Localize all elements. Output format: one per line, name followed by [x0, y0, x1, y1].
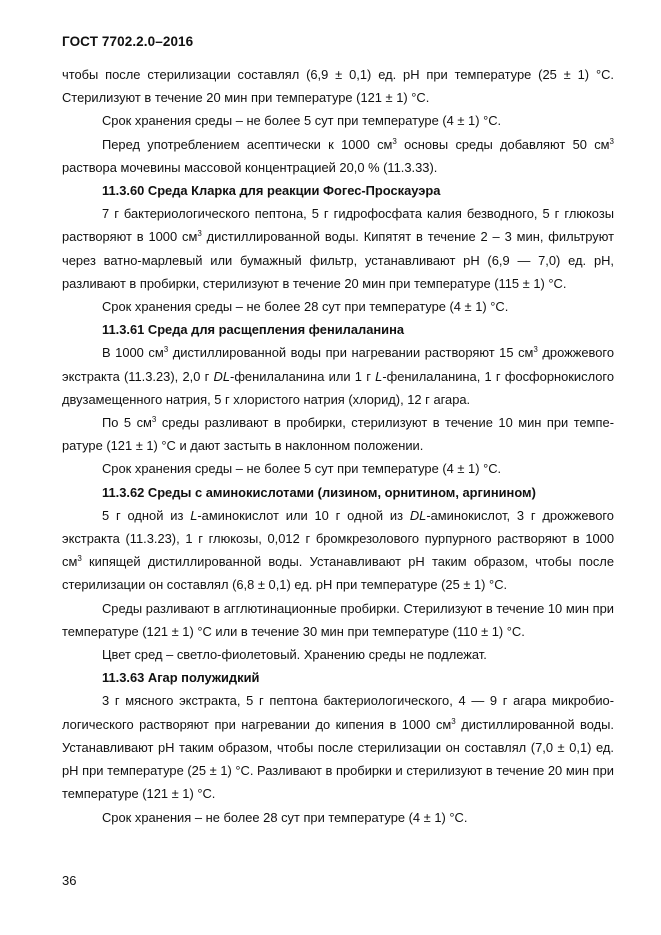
section-heading: 11.3.62 Среды с аминокислотами (лизином, орнитином, аргинином)	[102, 484, 536, 500]
page-number: 36	[62, 873, 77, 888]
section-heading: 11.3.61 Среда для расщепления фенилаланина	[102, 322, 405, 338]
body-paragraph: 3 г мясного экстракта, 5 г пептона бактериологического, 4 — 9 г агара микробиологического растворяют при нагревании до кипения в 1000 $см^3$ дистиллированной воды. Устанавливают pH таким образом, чтобы после стерилизации он составлял (7,0 ± 0,1) ед. pH при температуре (25 ± 1) °С. Разливают в пробирки и стерилизуют в течение 20 мин при температуре (121 ± 1) °С.	[62, 693, 614, 802]
body-paragraph: Перед употреблением асептически к 1000 $см^3$ основы среды добавляют 50 $см^3$ раствора мочевины массовой концентрацией 20,0 % (11.3.33).	[62, 136, 614, 175]
document-header: ГОСТ 7702.2.0–2016	[62, 34, 194, 49]
body-paragraph: Срок хранения среды – не более 28 сут при температуре (4 ± 1) °С.	[102, 299, 509, 315]
body-paragraph: По 5 $см^3$ среды разливают в пробирки, стерилизуют в течение 10 мин при температуре (121 ± 1) °С и дают застыть в наклонном положении.	[62, 415, 614, 454]
body-paragraph: чтобы после стерилизации составлял (6,9 ± 0,1) ед. pH при температуре (25 ± 1) °С. Стерилизуют в течение 20 мин при температуре (121 ± 1) °С.	[62, 67, 614, 106]
section-heading: 11.3.60 Среда Кларка для реакции Фогес-Проскауэра	[102, 183, 441, 199]
section-heading: 11.3.63 Агар полужидкий	[102, 670, 260, 686]
body-paragraph: 5 г одной из L-аминокислот или 10 г одной из DL-аминокислот, 3 г дрожжевого экстракта (11.3.23), 1 г глюкозы, 0,012 г бромкрезолового пурпурного растворяют в 1000 $см^3$ кипящей дистиллированной воды. Устанавливают pH таким образом, чтобы после стерилизации он составлял (6,8 ± 0,1) ед. pH при температуре (25 ± 1) °С.	[62, 507, 614, 593]
body-paragraph: Срок хранения – не более 28 сут при температуре (4 ± 1) °С.	[102, 809, 468, 825]
body-paragraph: В 1000 $см^3$ дистиллированной воды при нагревании растворяют 15 $см^3$ дрожжевого экстракта (11.3.23), 2,0 г DL-фенилаланина или 1 г L-фенилаланина, 1 г фосфорнокислого двузамещенного натрия, 5 г хлористого натрия (хлорид), 12 г агара.	[62, 345, 615, 407]
body-paragraph: Срок хранения среды – не более 5 сут при температуре (4 ± 1) °С.	[102, 113, 502, 129]
body-paragraph: Цвет сред – светло-фиолетовый. Хранению среды не подлежат.	[102, 647, 487, 663]
document-body	[62, 63, 614, 829]
body-paragraph: Среды разливают в агглютинационные пробирки. Стерилизуют в течение 10 мин при температуре (121 ± 1) °С или в течение 30 мин при температуре (110 ± 1) °С.	[62, 600, 614, 639]
body-paragraph: Срок хранения среды – не более 5 сут при температуре (4 ± 1) °С.	[102, 461, 502, 477]
body-paragraph: 7 г бактериологического пептона, 5 г гидрофосфата калия безводного, 5 г глюкозы растворяют в 1000 $см^3$ дистиллированной воды. Кипятят в течение 2 – 3 мин, фильтруют через ватно-марлевый или бумажный фильтр, устанавливают pH (6,9 — 7,0) ед. pH, разливают в пробирки, стерилизуют в течение 20 мин при температуре (115 ± 1) °С.	[62, 206, 614, 291]
